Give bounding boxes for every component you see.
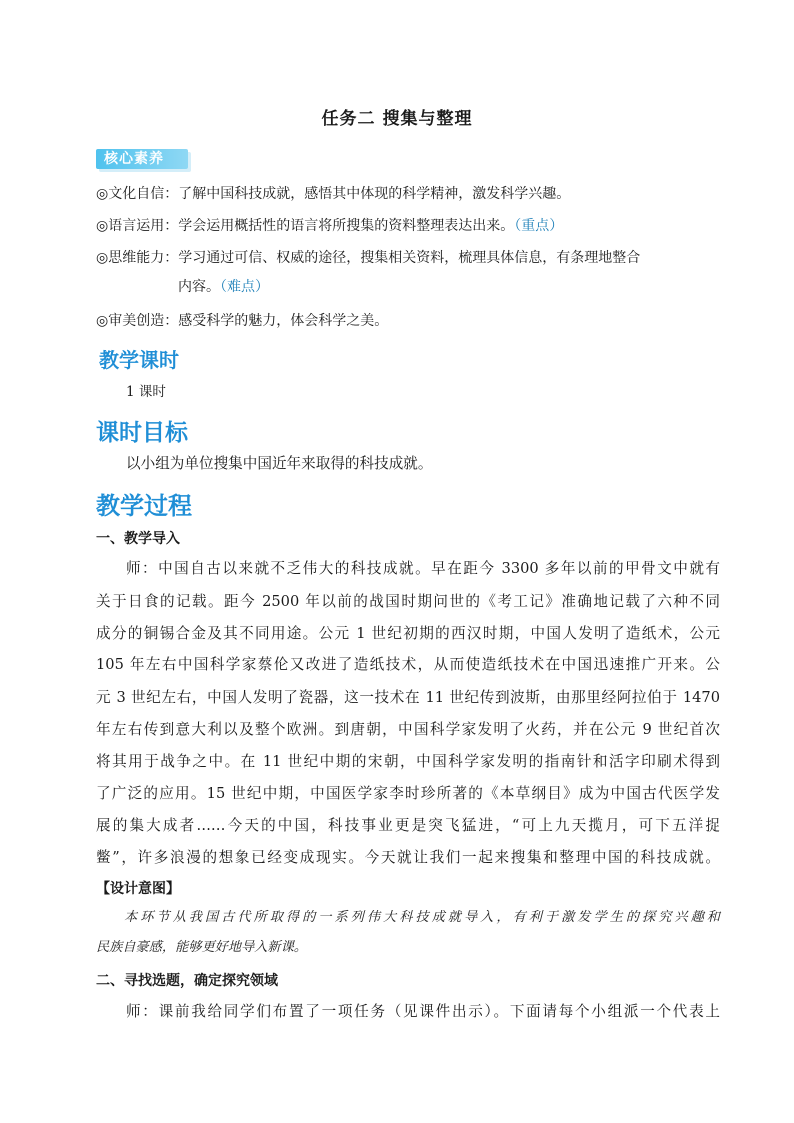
paragraph-line: 成分的铜锡合金及其不同用途。公元 1 世纪初期的西汉时期，中国人发明了造纸术，公元	[96, 625, 720, 642]
competency-thinking: ◎思维能力：学习通过可信、权威的途径，搜集相关资料，梳理具体信息，有条理地整合	[96, 250, 641, 266]
part2-heading: 二、寻找选题，确定探究领域	[96, 973, 278, 989]
paragraph-line: 展的集大成者……今天的中国，科技事业更是突飞猛进，“可上九天揽月，可下五洋捉	[96, 817, 720, 834]
competency-culture: ◎文化自信：了解中国科技成就，感悟其中体现的科学精神，激发科学兴趣。	[96, 186, 571, 202]
lesson-goal-content: 以小组为单位搜集中国近年来取得的科技成就。	[126, 455, 433, 472]
paragraph-line: 将其用于战争之中。在 11 世纪中期的宋朝，中国科学家发明的指南针和活字印刷术得到	[96, 753, 720, 770]
paragraph-line: 年左右传到意大利以及整个欧洲。到唐朝，中国科学家发明了火药，并在公元 9 世纪首次	[96, 721, 720, 738]
competency-thinking-cont: 内容。（难点）	[178, 279, 269, 295]
competency-language: ◎语言运用：学会运用概括性的语言将所搜集的资料整理表达出来。（重点）	[96, 218, 564, 234]
lesson-hours-content: 1 课时	[126, 384, 166, 400]
paragraph-line: 师：中国自古以来就不乏伟大的科技成就。早在距今 3300 多年以前的甲骨文中就有	[126, 560, 720, 577]
key-point-tag: （重点）	[514, 218, 564, 234]
paragraph-line: 师：课前我给同学们布置了一项任务（见课件出示）。下面请每个小组派一个代表上	[126, 1003, 720, 1020]
lesson-goal-heading: 课时目标	[96, 420, 188, 446]
badge-label: 核心素养	[104, 151, 164, 167]
part1-heading: 一、教学导入	[96, 531, 180, 547]
paragraph-line: 鳖”，许多浪漫的想象已经变成现实。今天就让我们一起来搜集和整理中国的科技成就。	[96, 849, 720, 866]
lesson-hours-heading: 教学课时	[99, 348, 179, 372]
paragraph-line: 了广泛的应用。15 世纪中期，中国医学家李时珍所著的《本草纲目》成为中国古代医学发	[96, 785, 720, 802]
core-competency-badge	[96, 147, 192, 171]
paragraph-line: 关于日食的记载。距今 2500 年以前的战国时期问世的《考工记》准确地记载了六种不同	[96, 593, 720, 610]
paragraph-line: 元 3 世纪左右，中国人发明了瓷器，这一技术在 11 世纪传到波斯，由那里经阿拉伯于 1470	[96, 689, 720, 706]
paragraph-line: 105 年左右中国科学家蔡伦又改进了造纸技术，从而使造纸技术在中国迅速推广开来。公	[96, 656, 720, 673]
design-intent-line: 民族自豪感，能够更好地导入新课。	[96, 940, 307, 955]
page-title: 任务二 搜集与整理	[321, 109, 473, 129]
design-intent-line: 本环节从我国古代所取得的一系列伟大科技成就导入，有利于激发学生的探究兴趣和	[124, 910, 720, 925]
difficult-point-tag: （难点）	[220, 279, 269, 295]
design-intent-heading: 【设计意图】	[96, 881, 180, 897]
teaching-process-heading: 教学过程	[96, 492, 192, 520]
competency-aesthetic: ◎审美创造：感受科学的魅力，体会科学之美。	[96, 313, 389, 329]
